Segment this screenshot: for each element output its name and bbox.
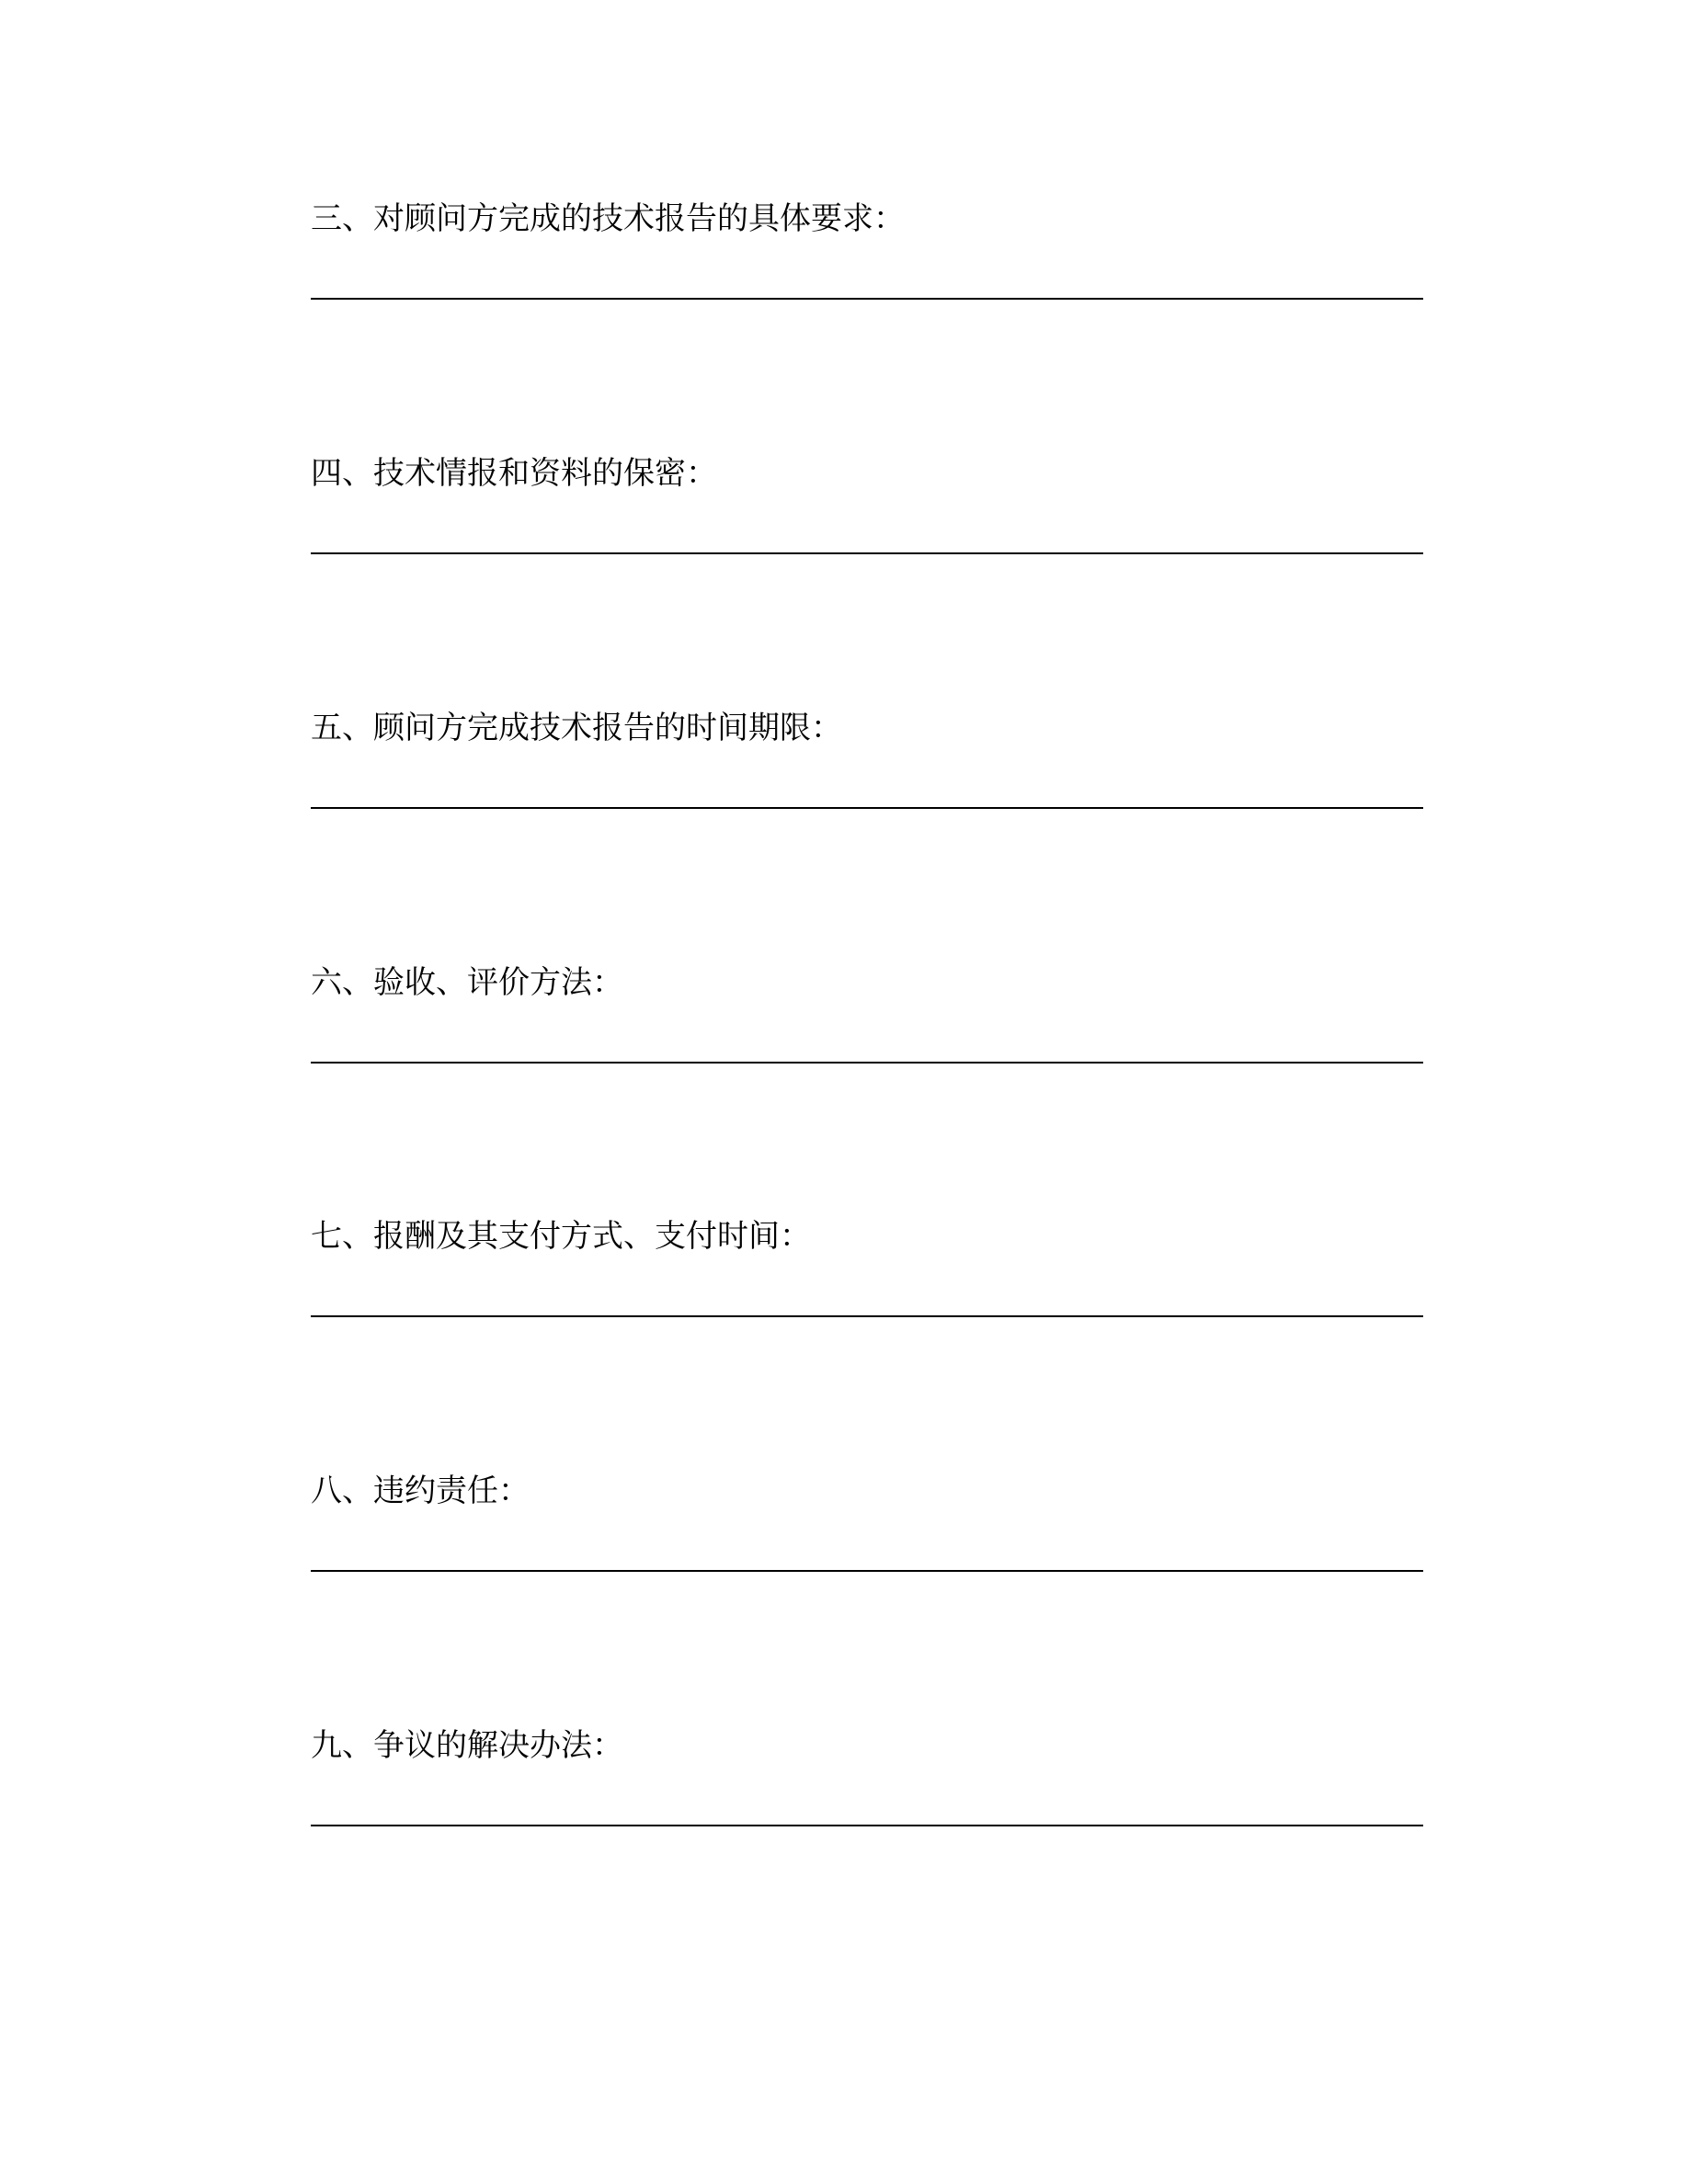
section-heading: 四、技术情报和资料的保密：	[311, 455, 717, 492]
section-heading: 八、违约责任：	[311, 1473, 530, 1509]
section-liability	[311, 1471, 1423, 1609]
section-payment	[311, 1216, 1423, 1354]
fill-in-line[interactable]	[311, 1315, 1423, 1317]
section-acceptance-evaluation	[311, 962, 1423, 1100]
fill-in-line[interactable]	[311, 807, 1423, 809]
section-deadline	[311, 708, 1423, 846]
section-heading: 五、顾问方完成技术报告的时间期限：	[311, 710, 842, 746]
fill-in-line[interactable]	[311, 1062, 1423, 1064]
fill-in-line[interactable]	[311, 1570, 1423, 1572]
section-confidentiality	[311, 453, 1423, 591]
section-heading: 七、报酬及其支付方式、支付时间：	[311, 1218, 811, 1255]
section-report-requirements	[311, 199, 1423, 336]
section-heading: 三、对顾问方完成的技术报告的具体要求：	[311, 200, 905, 237]
fill-in-line[interactable]	[311, 552, 1423, 554]
fill-in-line[interactable]	[311, 298, 1423, 300]
fill-in-line[interactable]	[311, 1825, 1423, 1826]
section-dispute-resolution	[311, 1725, 1423, 1863]
section-heading: 九、争议的解决办法：	[311, 1727, 623, 1764]
section-heading: 六、验收、评价方法：	[311, 964, 623, 1001]
